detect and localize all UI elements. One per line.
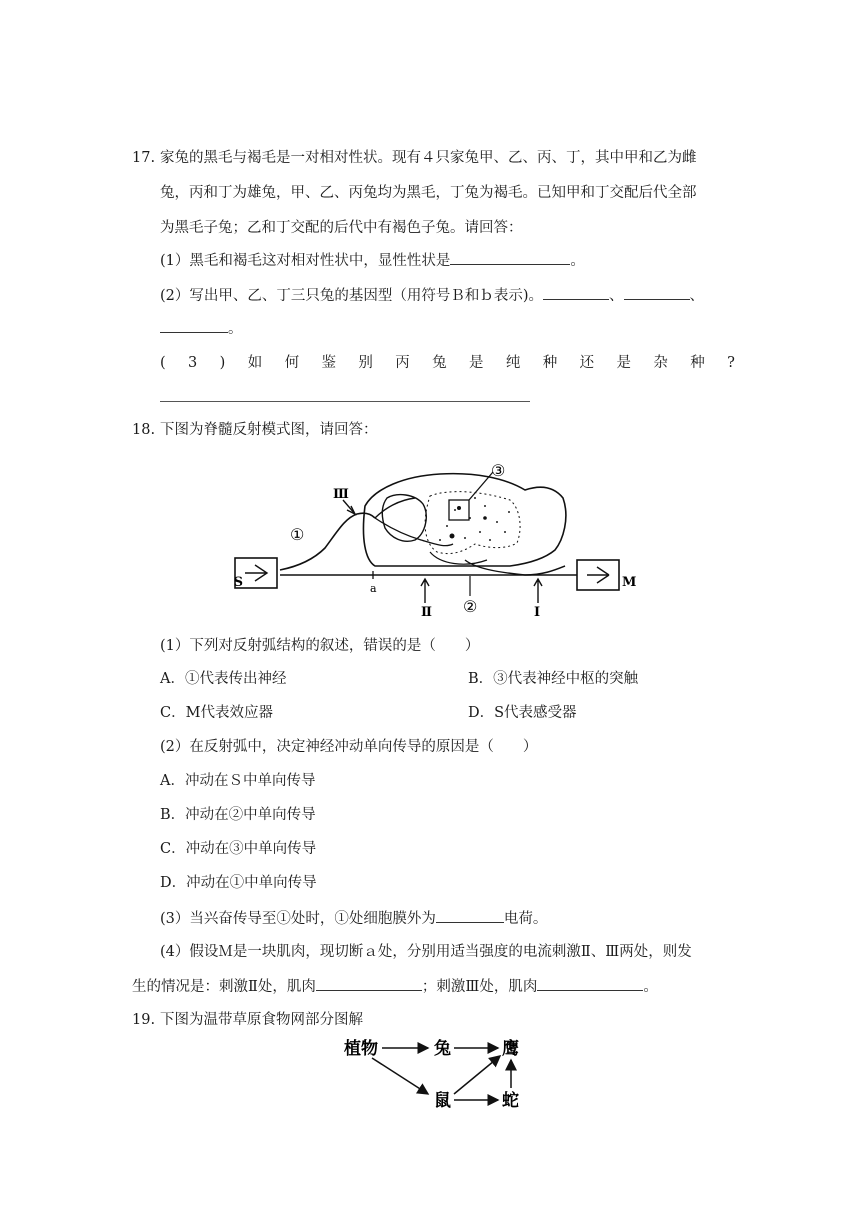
q17-sub1-answer-blank[interactable] (450, 250, 570, 265)
q17-sub3-char: 还 (579, 355, 595, 371)
q17-sub3-char: 种 (542, 355, 558, 371)
q18-option-d[interactable]: D．S代表感受器 (468, 705, 577, 721)
node-rabbit: 兔 (434, 1039, 451, 1059)
q18-sub4-blank-1[interactable] (316, 976, 422, 991)
q17-sub1-text: (1）黑毛和褐毛这对相对性状中，显性性状是 (160, 253, 451, 269)
q18-number: 18. (132, 422, 156, 438)
q17-sub1 (160, 250, 585, 271)
food-web-diagram (322, 1034, 542, 1114)
q17-sub3-char: 杂 (653, 355, 668, 371)
label-circled-1: ① (290, 525, 305, 544)
q18-option-b[interactable]: B．③代表神经中枢的突触 (468, 671, 639, 687)
node-hawk: 鹰 (502, 1039, 519, 1059)
q17-sub3-char: 鉴 (321, 355, 336, 371)
q18-sub3-end: 电荷。 (503, 911, 548, 927)
q18-sub4-end: 。 (643, 979, 658, 995)
q17-sub3-answer-line[interactable] (160, 401, 530, 402)
arrow-plant-mouse (372, 1058, 428, 1094)
label-roman-2: Ⅱ (421, 605, 432, 620)
q17-sub3-char: 兔 (432, 355, 447, 371)
q17-sub3-char: 何 (284, 355, 300, 371)
q18-sub4-blank-2[interactable] (537, 976, 643, 991)
q17-stem-line1: 家兔的黑毛与褐毛是一对相对性状。现有４只家兔甲、乙、丙、丁，其中甲和乙为雌 (160, 150, 697, 166)
node-plant: 植物 (344, 1039, 378, 1059)
q18-option-a[interactable]: A．①代表传出神经 (160, 671, 287, 687)
q17-sub3-char: ? (727, 355, 735, 371)
q17-sub3-char: 如 (247, 355, 263, 371)
q17-stem-line2: 兔，丙和丁为雄兔，甲、乙、丙兔均为黑毛，丁兔为褐毛。已知甲和丁交配后代全部 (160, 185, 697, 201)
q18-intro: 下图为脊髓反射模式图，请回答： (160, 422, 378, 438)
node-snake: 蛇 (502, 1091, 519, 1111)
arrow-mouse-hawk (454, 1056, 500, 1094)
q18-sub3 (160, 908, 547, 929)
q17-sub2-text: (2）写出甲、乙、丁三只兔的基因型（用符号Ｂ和ｂ表示)。 (160, 288, 544, 304)
q18-sub2-option-d[interactable]: D．冲动在①中单向传导 (160, 875, 317, 891)
label-roman-1: Ⅰ (534, 605, 541, 620)
label-roman-3: Ⅲ (333, 487, 349, 502)
q18-option-c[interactable]: C．M代表效应器 (160, 705, 273, 721)
q18-sub4-text-b: ；刺激Ⅲ处，肌肉 (421, 979, 538, 995)
q18-sub2-option-c[interactable]: C．冲动在③中单向传导 (160, 841, 317, 857)
q19-number: 19. (132, 1012, 156, 1028)
q17-stem-line3: 为黑毛子兔；乙和丁交配的后代中有褐色子兔。请回答： (160, 220, 523, 236)
q18-sub4-line1: (4）假设Ｍ是一块肌肉，现切断ａ处，分别用适当强度的电流刺激Ⅱ、Ⅲ两处，则发 (160, 944, 692, 960)
label-circled-2: ② (463, 597, 478, 616)
label-m: M (622, 575, 637, 590)
q18-sub2-option-b[interactable]: B．冲动在②中单向传导 (160, 807, 316, 823)
q17-sub2-sep-2: 、 (689, 288, 705, 304)
q17-sub2-blank-3[interactable] (160, 318, 228, 333)
q17-sub3-char: 纯 (505, 355, 521, 371)
label-s: S (233, 575, 243, 590)
label-circled-3: ③ (491, 461, 506, 480)
q17-sub3-char: 丙 (395, 355, 410, 371)
reflex-arc-diagram (225, 448, 645, 623)
q17-sub2-cont (160, 318, 243, 339)
q18-sub2: (2）在反射弧中，决定神经冲动单向传导的原因是（ ） (160, 739, 538, 755)
q17-number: 17. (132, 150, 156, 166)
q17-sub2-end: 。 (228, 321, 243, 337)
q17-sub3-char: 别 (358, 355, 373, 371)
q17-sub3 (160, 353, 735, 373)
node-mouse: 鼠 (434, 1091, 451, 1111)
q17-sub2 (160, 285, 704, 306)
q17-sub2-blank-1[interactable] (543, 285, 609, 300)
q17-sub3-char: ) (219, 355, 226, 371)
q18-sub3-blank[interactable] (436, 908, 504, 923)
q17-sub1-end: 。 (570, 253, 585, 269)
q17-sub3-char: 种 (690, 355, 705, 371)
q18-sub1: (1）下列对反射弧结构的叙述，错误的是（ ） (160, 638, 480, 654)
q18-sub3-text: (3）当兴奋传导至①处时，①处细胞膜外为 (160, 911, 436, 927)
q18-sub2-option-a[interactable]: A．冲动在Ｓ中单向传导 (160, 773, 316, 789)
label-a: a (370, 582, 377, 595)
q17-sub2-blank-2[interactable] (624, 285, 690, 300)
q17-sub3-char: 3 (188, 355, 198, 371)
q17-sub3-char: 是 (468, 355, 484, 371)
q17-sub2-sep-1: 、 (609, 288, 624, 304)
q19-intro: 下图为温带草原食物网部分图解 (160, 1012, 363, 1028)
q18-sub4-text-a: 生的情况是：刺激Ⅱ处，肌肉 (132, 979, 316, 995)
q17-sub3-char: ( (160, 355, 166, 371)
q17-sub3-char: 是 (616, 355, 631, 371)
q18-sub4-line2 (132, 976, 658, 997)
